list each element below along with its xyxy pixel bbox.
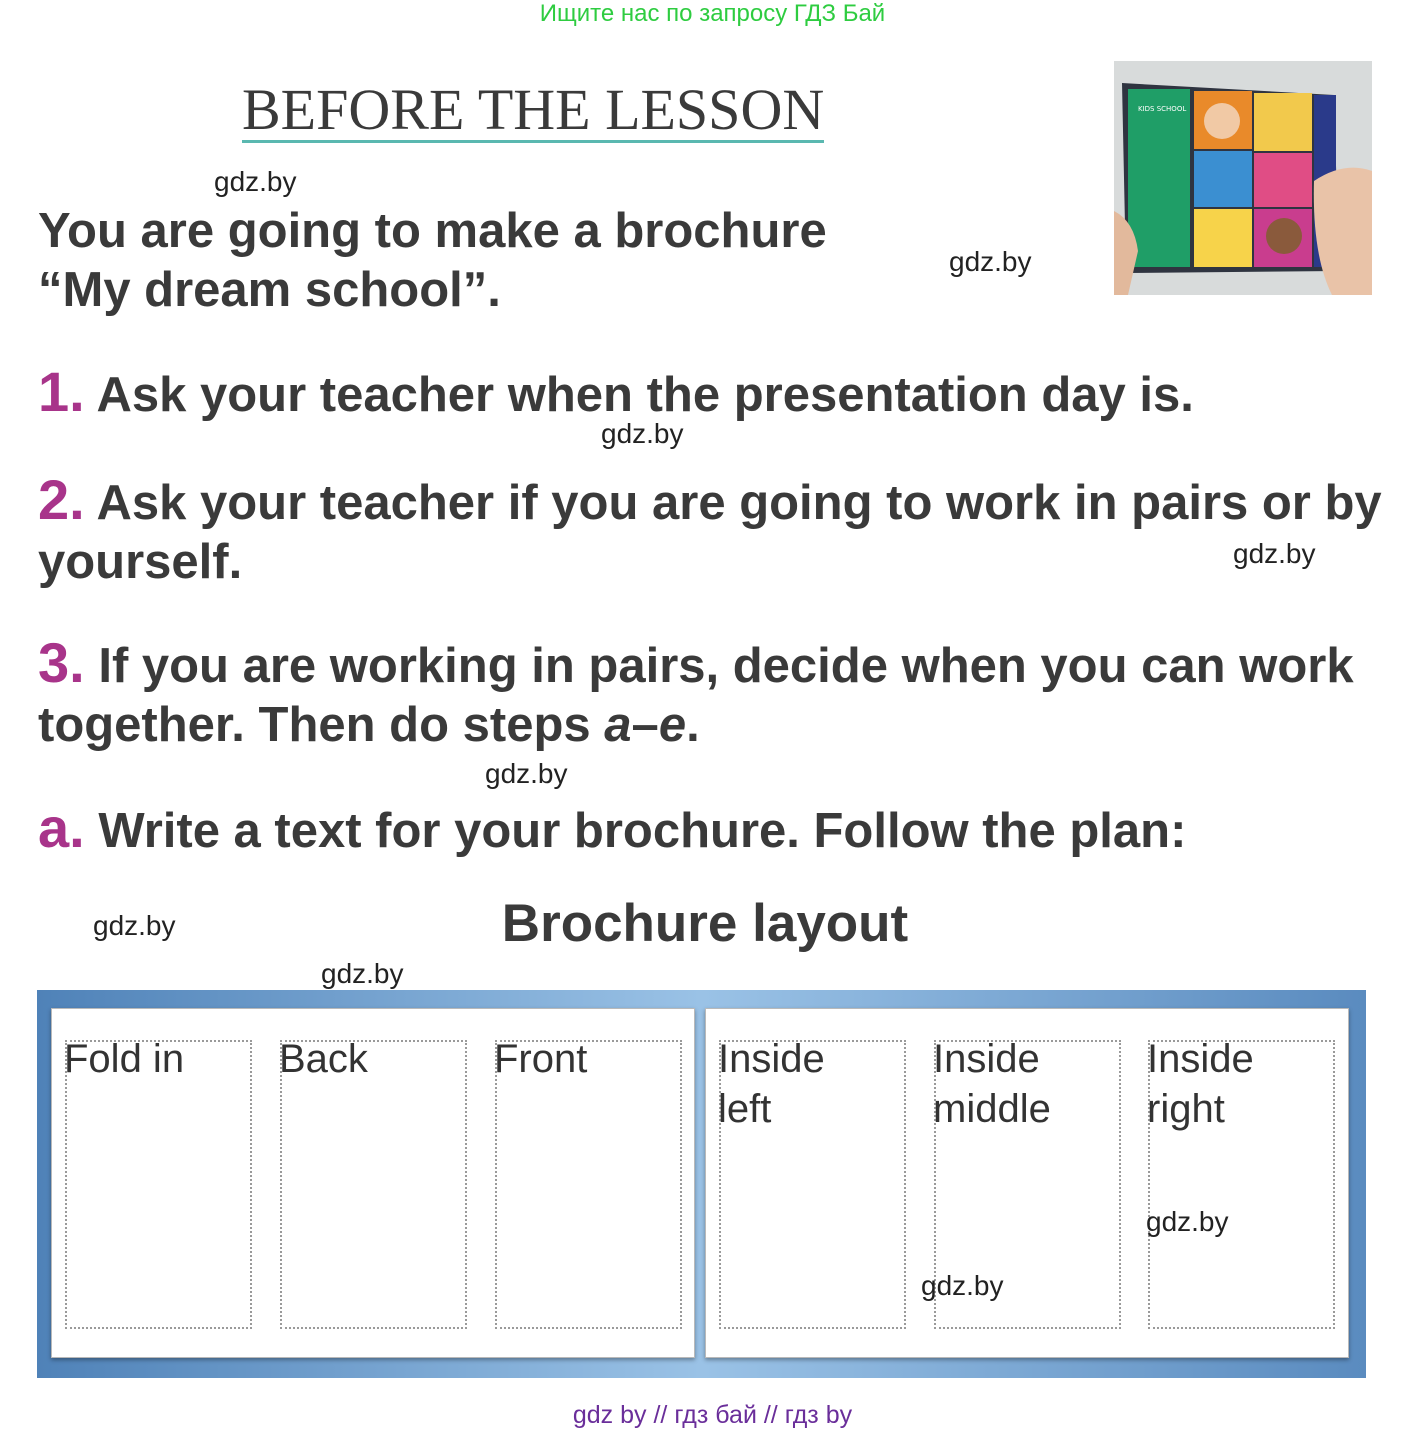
page-title: BEFORE THE LESSON [242, 77, 825, 142]
watermark: gdz.by [1233, 538, 1316, 569]
logo-text: KIDS SCHOOL [1138, 105, 1187, 113]
column-back [279, 1037, 467, 1329]
intro-line-2: “My dream school”. [38, 263, 501, 317]
brochure-photo [1114, 61, 1372, 295]
watermark: gdz.by [921, 1270, 1004, 1301]
intro-text [38, 202, 938, 320]
step-a [38, 798, 1388, 861]
step-number: 3. [38, 631, 85, 694]
step-number: 2. [38, 468, 85, 531]
column-label: Fold in [64, 1037, 185, 1081]
brochure-illustration [1114, 61, 1372, 295]
column-label: Inside left [718, 1037, 825, 1131]
column-fold-in [64, 1037, 252, 1329]
step-range-start: a [604, 698, 632, 752]
step-number: 1. [38, 360, 85, 423]
watermark: gdz.by [485, 758, 568, 789]
step-2 [38, 470, 1388, 592]
top-banner[interactable]: Ищите нас по запросу ГДЗ Бай [539, 0, 886, 27]
column-label: Front [494, 1037, 588, 1081]
layout-title: Brochure layout [501, 894, 909, 953]
column-label: Inside right [1147, 1037, 1254, 1131]
watermark: gdz.by [1146, 1206, 1229, 1237]
column-label: Back [279, 1037, 368, 1081]
watermark: gdz.by [214, 166, 297, 197]
column-label: Inside middle [933, 1037, 1051, 1131]
step-text: Ask your teacher when the presentation day is. [96, 368, 1194, 422]
step-text: Write a text for your brochure. Follow the plan: [98, 804, 1187, 858]
watermark: gdz.by [93, 910, 176, 941]
watermark: gdz.by [321, 958, 404, 989]
panel-green [1128, 89, 1190, 267]
step-range-end: e [658, 698, 687, 752]
step-letter: a. [38, 796, 85, 859]
step-end: . [686, 698, 700, 752]
watermark: gdz.by [601, 418, 684, 449]
footer-links[interactable]: gdz by // гдз бай // гдз by [572, 1401, 853, 1429]
column-inside-left [718, 1037, 906, 1329]
step-text: If you are working in pairs, decide when you can work together. Then do steps [38, 639, 1354, 752]
intro-line-1: You are going to make a brochure [38, 204, 827, 258]
watermark: gdz.by [949, 246, 1032, 277]
step-range-dash: – [631, 698, 659, 752]
column-front [494, 1037, 682, 1329]
step-3 [38, 633, 1388, 755]
step-1 [38, 362, 1388, 425]
step-text: Ask your teacher if you are going to work in pairs or by yourself. [38, 476, 1382, 589]
column-inside-right [1147, 1037, 1335, 1329]
